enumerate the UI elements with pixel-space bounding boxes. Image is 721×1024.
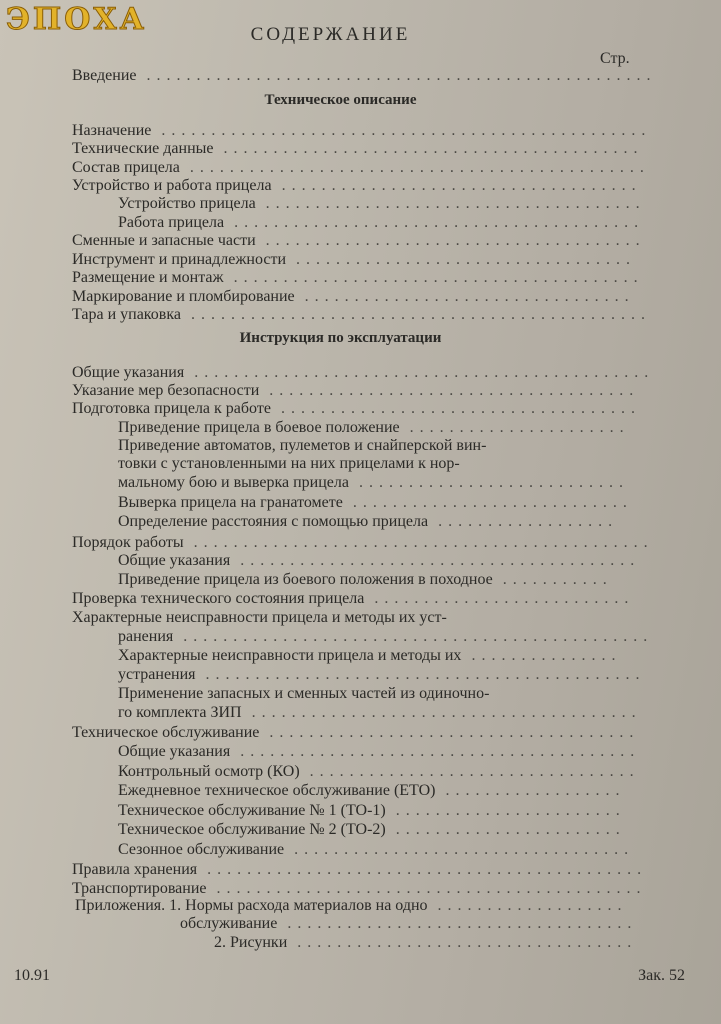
toc-entry-title: Общие указания	[118, 552, 231, 569]
toc-entry-title: мальному бою и выверка прицела	[118, 474, 349, 491]
leader-dots: .................................	[309, 763, 640, 780]
toc-entry-title: Выверка прицела на гранатомете	[118, 494, 343, 511]
leader-dots: ........................................	[240, 743, 641, 760]
toc-entry-title: Работа прицела	[118, 214, 225, 231]
leader-dots: ............................................	[205, 666, 646, 683]
toc-entry-title: Указание мер безопасности	[72, 382, 260, 399]
toc-entry-title: го комплекта ЗИП	[118, 704, 242, 721]
leader-dots: .......................................	[251, 704, 642, 721]
leader-dots: ..................................	[296, 251, 637, 268]
leader-dots: ............................	[352, 494, 633, 511]
toc-entry-title: Введение	[72, 67, 137, 84]
leader-dots: ...............	[471, 647, 622, 664]
toc-entry-title: Правила хранения	[72, 861, 198, 878]
toc-entry-title: Общие указания	[118, 743, 231, 760]
leader-dots: ....................................	[281, 177, 642, 194]
toc-entry-title: Состав прицела	[72, 159, 180, 176]
leader-dots: ...................................	[287, 915, 638, 932]
toc-entry-title: Проверка технического состояния прицела	[72, 590, 365, 607]
leader-dots: ..........................	[374, 590, 635, 607]
leader-dots: ......................................	[265, 195, 646, 212]
toc-entry-title: Сезонное обслуживание	[118, 841, 285, 858]
leader-dots: ..................................	[294, 841, 635, 858]
leader-dots: .....................................	[269, 724, 640, 741]
leader-dots: ..............................................	[194, 364, 655, 381]
leader-dots: ..................	[438, 513, 619, 530]
leader-dots: ...........	[502, 571, 613, 588]
leader-dots: ......................................	[265, 232, 646, 249]
leader-dots: ..................	[445, 782, 626, 799]
toc-entry-title: Общие указания	[72, 364, 185, 381]
leader-dots: ..............................................	[193, 534, 654, 551]
toc-entry-title: Транспортирование	[72, 880, 207, 897]
toc-entry-title: Назначение	[72, 122, 152, 139]
toc-entry-title: Порядок работы	[72, 534, 184, 551]
toc-entry-title: Техническое обслуживание	[72, 724, 260, 741]
toc-entry-title: ранения	[118, 628, 174, 645]
toc-entry-title: Ежедневное техническое обслуживание (ЕТО)	[118, 782, 436, 799]
footer-order: Зак. 52	[638, 967, 685, 984]
toc-entry-title: Контрольный осмотр (КО)	[118, 763, 300, 780]
toc-entry-title: Характерные неисправности прицела и методы их уст-	[72, 609, 447, 626]
leader-dots: ..............................................	[189, 159, 650, 176]
leader-dots: .....................................	[269, 382, 640, 399]
leader-dots: ...........................................	[216, 880, 647, 897]
leader-dots: ............................................	[207, 861, 648, 878]
leader-dots: ...............................................	[183, 628, 654, 645]
leader-dots: ...................	[437, 897, 628, 914]
toc-entry-title: Технические данные	[72, 140, 214, 157]
toc-entry-title: Маркирование и пломбирование	[72, 288, 295, 305]
leader-dots: ...................................................	[146, 67, 657, 84]
watermark-logo: ЭПОХА	[6, 2, 148, 37]
toc-entry-title: Приведение прицела в боевое положение	[118, 419, 400, 436]
toc-entry-title: Приведение прицела из боевого положения в походное	[118, 571, 493, 588]
toc-entry-title: Определение расстояния с помощью прицела	[118, 513, 429, 530]
leader-dots: .........................................	[233, 269, 644, 286]
section-heading-tech: Техническое описание	[264, 92, 417, 108]
leader-dots: .......................	[395, 802, 626, 819]
toc-entry-title: устранения	[118, 666, 196, 683]
toc-entry-title: Применение запасных и сменных частей из одиночно-	[118, 685, 490, 702]
leader-dots: ..............................................	[190, 306, 651, 323]
toc-entry-title: Устройство и работа прицела	[72, 177, 272, 194]
leader-dots: ...........................	[358, 474, 629, 491]
leader-dots: .......................	[395, 821, 626, 838]
section-heading-instr: Инструкция по эксплуатации	[239, 330, 442, 346]
toc-entry-title: Техническое обслуживание № 2 (ТО-2)	[118, 821, 386, 838]
toc-entry-title: Устройство прицела	[118, 195, 256, 212]
leader-dots: .........................................	[234, 214, 645, 231]
toc-entry-title: Характерные неисправности прицела и методы их	[118, 647, 462, 664]
toc-entry-title: 2. Рисунки	[214, 934, 288, 951]
toc-entry-title: товки с установленными на них прицелами к нор-	[118, 455, 460, 472]
leader-dots: ..................................	[297, 934, 638, 951]
leader-dots: ..........................................	[223, 140, 644, 157]
leader-dots: .................................................	[161, 122, 652, 139]
leader-dots: .................................	[304, 288, 635, 305]
toc-entry-title: Тара и упаковка	[72, 306, 181, 323]
page-title: СОДЕРЖАНИЕ	[250, 24, 411, 45]
toc-entry-title: обслуживание	[180, 915, 278, 932]
toc-entry-title: Подготовка прицела к работе	[72, 400, 271, 417]
toc-entry-title: Приложения. 1. Нормы расхода материалов на одно	[75, 897, 428, 914]
leader-dots: ......................	[409, 419, 630, 436]
page-column-header: Стр.	[600, 50, 630, 67]
leader-dots: ........................................	[240, 552, 641, 569]
toc-entry-title: Приведение автоматов, пулеметов и снайперской вин-	[118, 437, 487, 454]
toc-entry-title: Размещение и монтаж	[72, 269, 224, 286]
footer-date: 10.91	[14, 967, 50, 984]
toc-entry-title: Инструмент и принадлежности	[72, 251, 287, 268]
toc-entry-title: Техническое обслуживание № 1 (ТО-1)	[118, 802, 386, 819]
toc-entry-title: Сменные и запасные части	[72, 232, 256, 249]
leader-dots: ....................................	[280, 400, 641, 417]
